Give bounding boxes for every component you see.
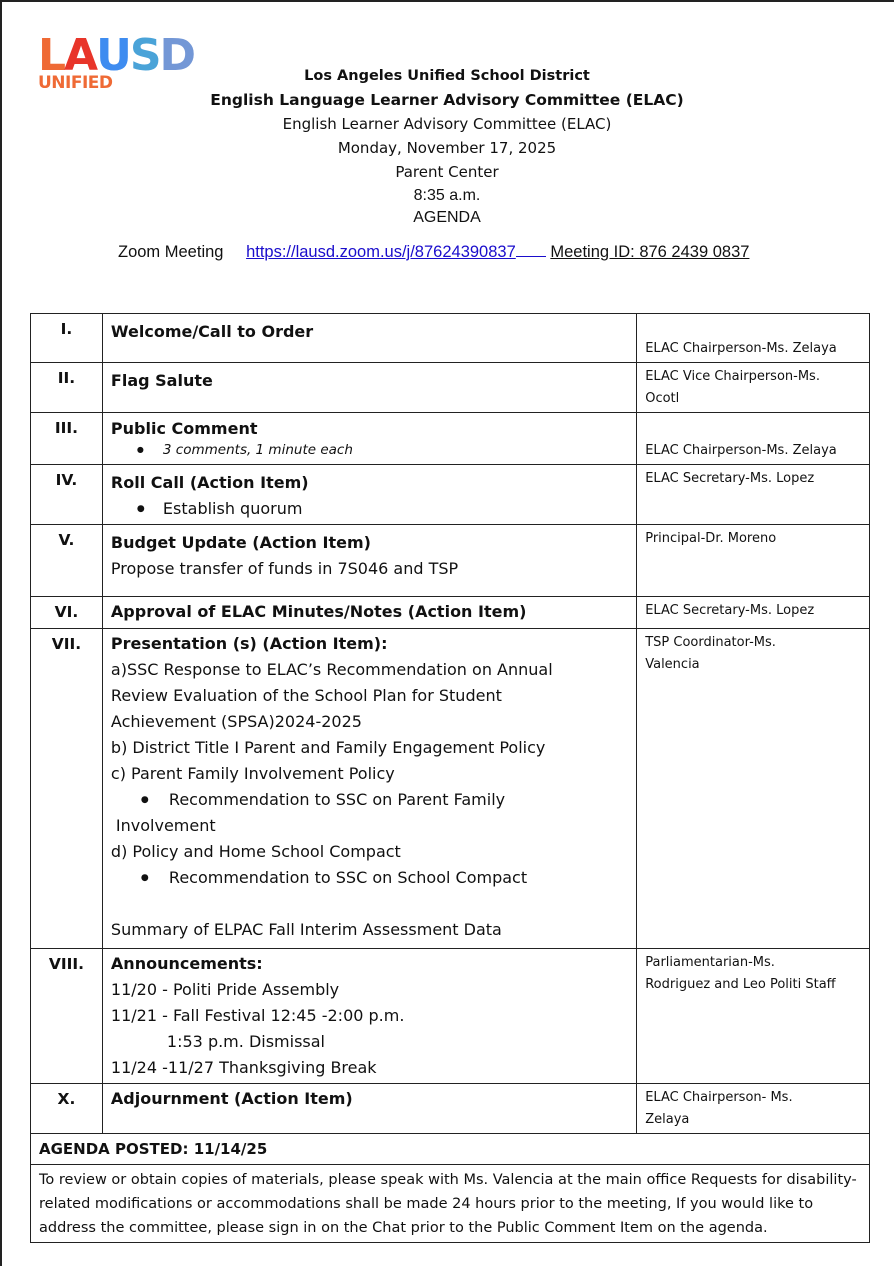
item-number: III. xyxy=(31,413,103,465)
committee-title: English Learner Advisory Committee (ELAC) xyxy=(282,115,612,133)
item-number: VII. xyxy=(31,629,103,949)
item-title: Welcome/Call to Order xyxy=(110,322,314,341)
item-title: Flag Salute xyxy=(110,371,213,390)
owner-line: TSP Coordinator-Ms. xyxy=(645,635,776,650)
owner-line: Parliamentarian-Ms. xyxy=(645,955,775,970)
bullet-text: Establish quorum xyxy=(162,499,303,518)
item-line: Summary of ELPAC Fall Interim Assessment Data xyxy=(110,920,502,939)
item-owner: Principal-Dr. Moreno xyxy=(637,525,870,597)
meeting-id: Meeting ID: 876 2439 0837 xyxy=(550,243,750,261)
item-content xyxy=(102,1084,636,1134)
item-owner: ELAC Secretary-Ms. Lopez xyxy=(637,597,870,629)
meeting-location: Parent Center xyxy=(395,163,499,181)
item-content xyxy=(102,525,636,597)
item-number: VIII. xyxy=(31,949,103,1084)
logo-letter: L xyxy=(38,30,65,81)
item-content xyxy=(102,629,636,949)
item-line: Involvement xyxy=(115,816,216,835)
document-header xyxy=(0,64,894,228)
item-line: b) District Title I Parent and Family Engagement Policy xyxy=(110,738,546,757)
item-owner xyxy=(637,629,870,949)
table-row xyxy=(31,597,870,629)
table-row xyxy=(31,1084,870,1134)
table-row xyxy=(31,629,870,949)
item-title: Public Comment xyxy=(110,419,258,438)
logo-subtitle: UNIFIED xyxy=(38,73,113,93)
table-row xyxy=(31,413,870,465)
zoom-link[interactable]: https://lausd.zoom.us/j/87624390837 xyxy=(246,243,516,261)
announcement-line: 11/24 -11/27 Thanksgiving Break xyxy=(110,1058,377,1077)
item-number: I. xyxy=(31,314,103,363)
item-title: Approval of ELAC Minutes/Notes (Action Item) xyxy=(110,602,527,621)
item-bullet xyxy=(111,496,628,522)
item-content xyxy=(102,949,636,1084)
page-frame-top xyxy=(0,0,894,2)
agenda-posted-date: AGENDA POSTED: 11/14/25 xyxy=(31,1134,870,1165)
item-owner xyxy=(637,363,870,413)
agenda-table xyxy=(30,313,870,1243)
item-owner: ELAC Secretary-Ms. Lopez xyxy=(637,465,870,525)
owner-line: Ocotl xyxy=(645,391,680,406)
link-underline-gap xyxy=(516,243,546,257)
item-owner xyxy=(637,949,870,1084)
zoom-label: Zoom Meeting xyxy=(118,243,224,261)
district-name: Los Angeles Unified School District xyxy=(304,68,590,84)
item-detail: Propose transfer of funds in 7S046 and TSP xyxy=(110,559,459,578)
item-number: V. xyxy=(31,525,103,597)
meeting-time: 8:35 a.m. xyxy=(413,187,481,204)
logo-letter: U xyxy=(96,30,130,81)
item-owner: ELAC Chairperson-Ms. Zelaya xyxy=(637,413,870,465)
item-line: c) Parent Family Involvement Policy xyxy=(110,764,395,783)
table-row xyxy=(31,1165,870,1243)
logo-letter: S xyxy=(129,30,160,81)
item-content xyxy=(102,413,636,465)
owner-line: ELAC Vice Chairperson-Ms. xyxy=(645,369,820,384)
item-title: Presentation (s) (Action Item): xyxy=(110,634,388,653)
item-title: Budget Update (Action Item) xyxy=(110,533,371,552)
accessibility-notice: To review or obtain copies of materials, please speak with Ms. Valencia at the main office Requests for disability-related modifications or accommodations shall be made 24 hours prior to the meeting, If you would like to address the committee, please sign in on the Chat prior to the Public Comment Item on the agenda. xyxy=(31,1165,870,1243)
item-title: Roll Call (Action Item) xyxy=(110,473,309,492)
document-type: AGENDA xyxy=(413,209,481,226)
table-row xyxy=(31,1134,870,1165)
item-owner: ELAC Chairperson-Ms. Zelaya xyxy=(637,314,870,363)
table-row xyxy=(31,314,870,363)
logo-letter: A xyxy=(64,30,97,81)
item-title: Adjournment (Action Item) xyxy=(110,1089,353,1108)
table-row xyxy=(31,949,870,1084)
item-number: IV. xyxy=(31,465,103,525)
table-row xyxy=(31,363,870,413)
item-number: X. xyxy=(31,1084,103,1134)
meeting-date: Monday, November 17, 2025 xyxy=(337,139,557,157)
owner-line: Rodriguez and Leo Politi Staff xyxy=(645,977,836,992)
item-owner xyxy=(637,1084,870,1134)
bullet-text: Recommendation to SSC on School Compact xyxy=(168,868,528,887)
item-content xyxy=(102,363,636,413)
item-bullet xyxy=(111,440,628,460)
announcement-line: 11/20 - Politi Pride Assembly xyxy=(110,980,340,999)
spacer xyxy=(111,891,628,917)
item-line: Review Evaluation of the School Plan for Student xyxy=(110,686,502,705)
item-line: d) Policy and Home School Compact xyxy=(110,842,401,861)
item-content xyxy=(102,597,636,629)
owner-line: ELAC Chairperson- Ms. xyxy=(645,1090,793,1105)
item-bullet xyxy=(111,865,628,891)
item-bullet xyxy=(111,787,628,813)
item-title: Announcements: xyxy=(110,954,263,973)
owner-line: Valencia xyxy=(645,657,700,672)
zoom-meeting-info xyxy=(118,243,749,262)
owner-line: Zelaya xyxy=(645,1112,690,1127)
item-number: VI. xyxy=(31,597,103,629)
item-line: Achievement (SPSA)2024-2025 xyxy=(110,712,362,731)
announcement-line: 1:53 p.m. Dismissal xyxy=(166,1032,325,1051)
bullet-text: 3 comments, 1 minute each xyxy=(162,442,353,458)
item-content xyxy=(102,465,636,525)
item-number: II. xyxy=(31,363,103,413)
table-row xyxy=(31,465,870,525)
announcement-line: 11/21 - Fall Festival 12:45 -2:00 p.m. xyxy=(110,1006,405,1025)
logo-letter: D xyxy=(159,30,195,81)
item-content xyxy=(102,314,636,363)
item-line: a)SSC Response to ELAC’s Recommendation on Annual xyxy=(110,660,553,679)
bullet-text: Recommendation to SSC on Parent Family xyxy=(168,790,506,809)
committee-title-bold: English Language Learner Advisory Committee (ELAC) xyxy=(210,91,684,109)
table-row xyxy=(31,525,870,597)
